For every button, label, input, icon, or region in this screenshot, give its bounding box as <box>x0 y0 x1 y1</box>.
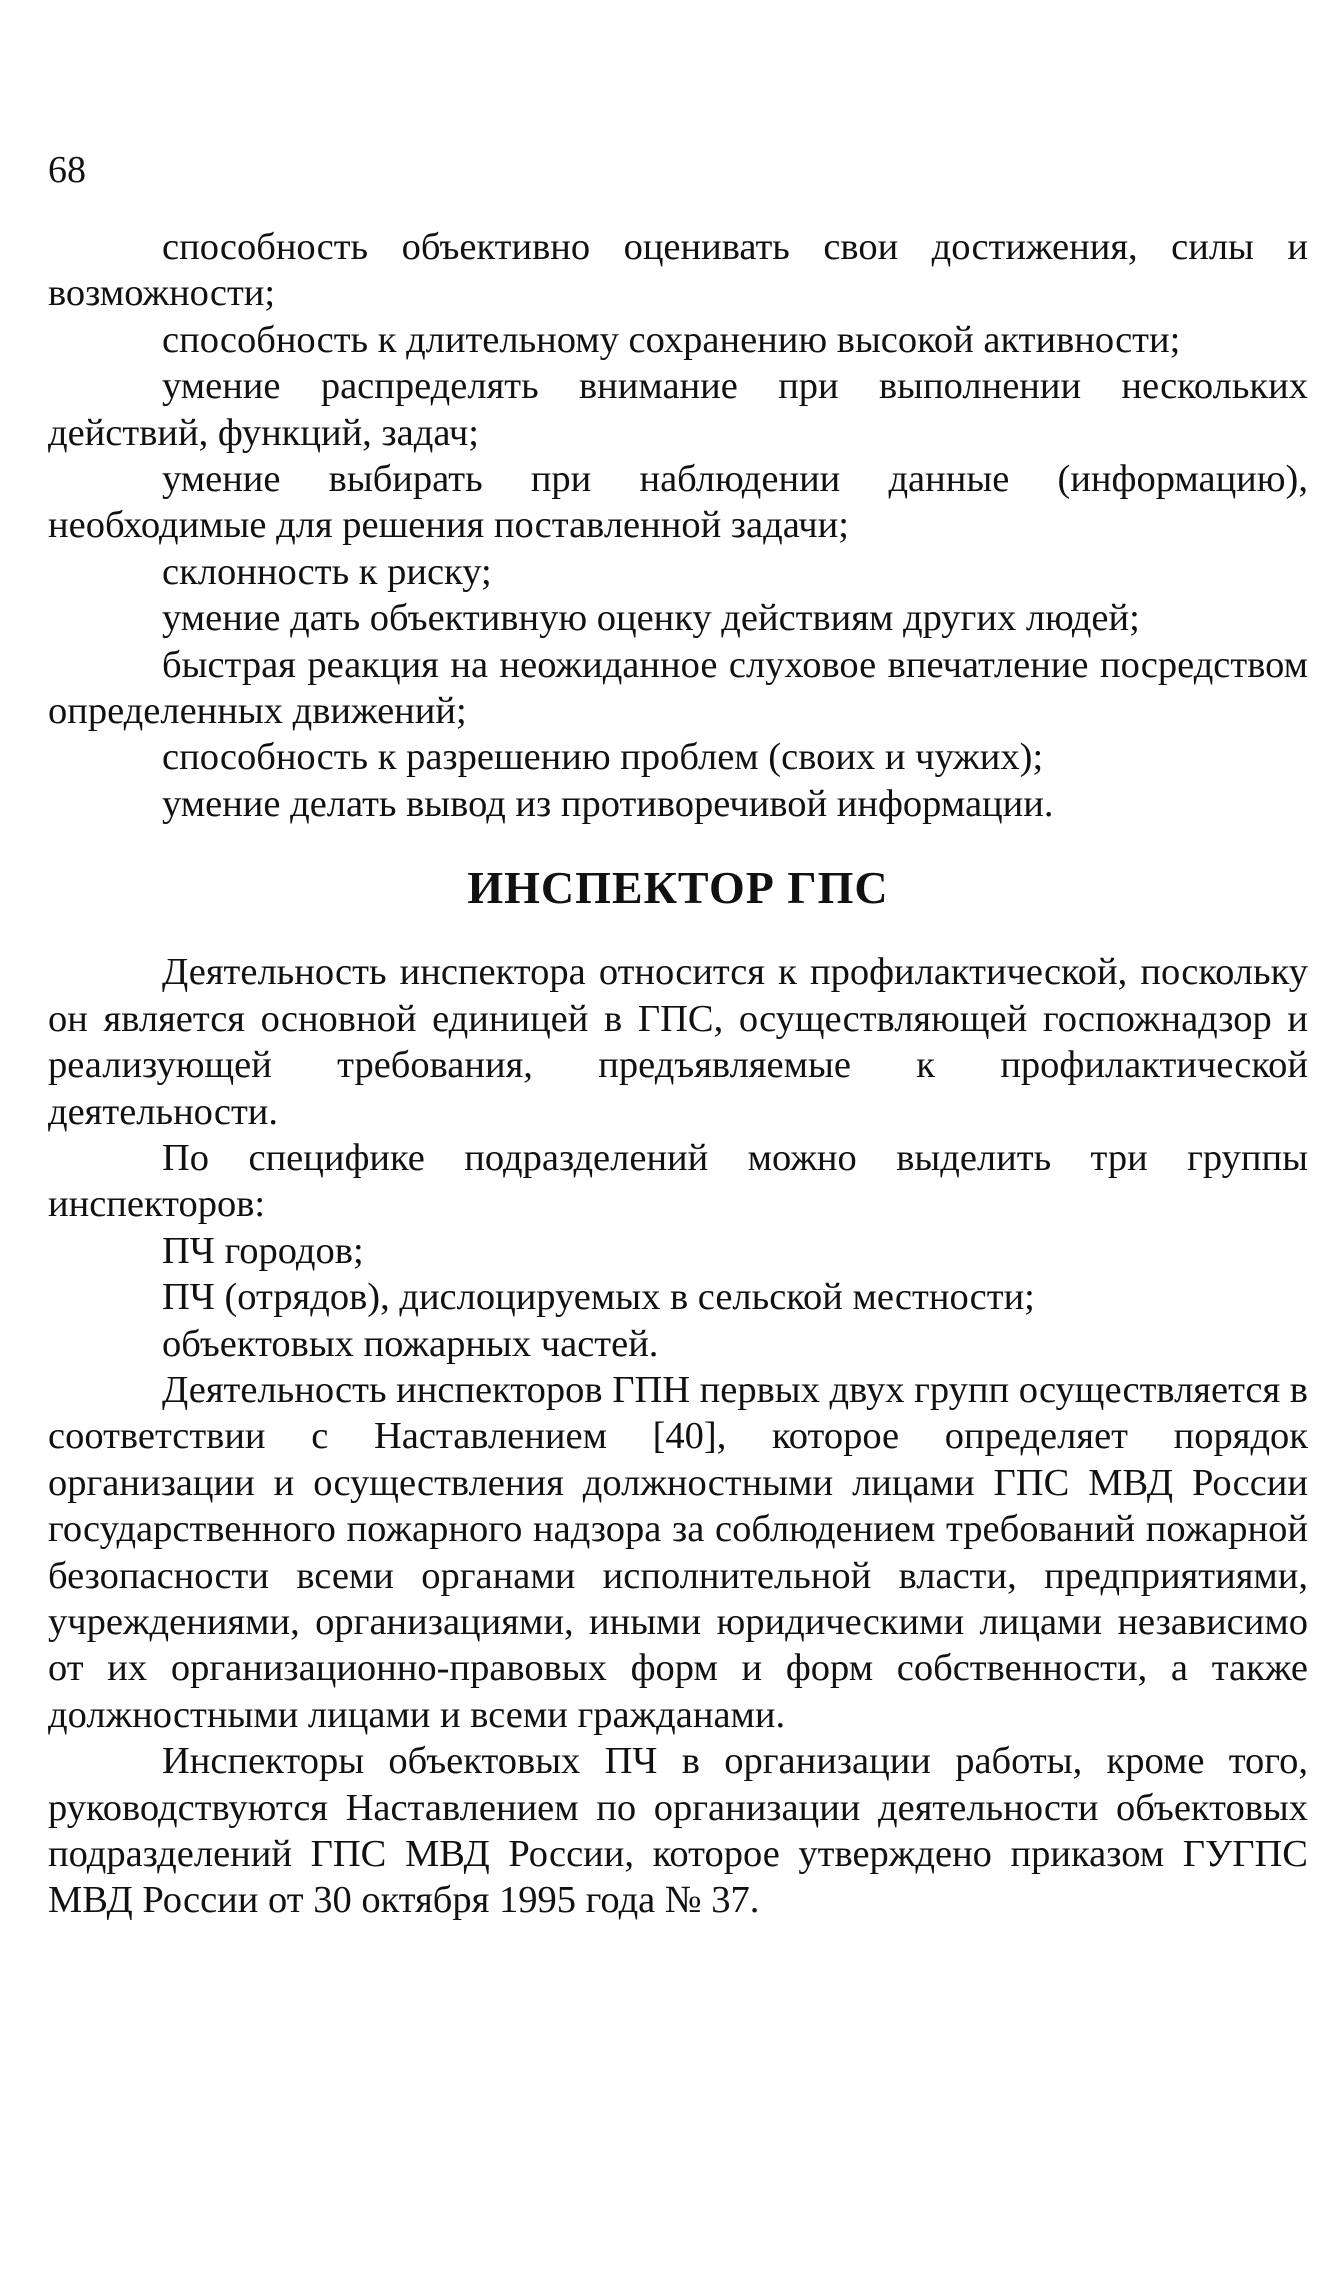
body-list-item: объектовых пожарных частей. <box>162 1322 659 1365</box>
list-item: склонность к риску; <box>162 550 492 593</box>
body-paragraph: Инспекторы объектовых ПЧ в организации работы, кроме того, руководствуются Наставлением по организации деятельности объектовых подразделений ГПС МВД России, которое утверждено приказом ГУГПС МВД России от 30 октября 1995 года № 37. <box>48 1740 1308 1922</box>
body-list-item: ПЧ городов; <box>162 1229 364 1272</box>
list-item: способность объективно оценивать свои достижения, силы и возможности; <box>48 226 1308 315</box>
document-page <box>48 150 1308 1924</box>
section-body <box>48 949 1308 1924</box>
body-list-item: ПЧ (отрядов), дислоцируемых в сельской местности; <box>162 1276 1035 1319</box>
list-item: способность к длительному сохранению высокой активности; <box>162 318 1181 361</box>
section-title: ИНСПЕКТОР ГПС <box>467 862 889 914</box>
body-paragraph: По специфике подразделений можно выделить три группы инспекторов: <box>48 1136 1308 1226</box>
list-item: умение выбирать при наблюдении данные (информацию), необходимые для решения поставленной задачи; <box>48 458 1308 547</box>
qualities-list <box>48 224 1308 827</box>
body-paragraph: Деятельность инспектора относится к профилактической, поскольку он является основной единицей в ГПС, осуществляющей госпожнадзор и реализующей требования, предъявляемые к профилактической деятельности. <box>48 951 1308 1133</box>
list-item: быстрая реакция на неожиданное слуховое впечатление посредством определенных движений; <box>48 643 1308 733</box>
list-item: умение дать объективную оценку действиям других людей; <box>162 597 1140 640</box>
page-number: 68 <box>48 149 86 191</box>
list-item: умение распределять внимание при выполнении нескольких действий, функций, задач; <box>48 365 1308 454</box>
body-paragraph: Деятельность инспекторов ГПН первых двух групп осуществляется в соответствии с Наставлением [40], которое определяет порядок организации и осуществления должностными лицами ГПС МВД России государственного пожарного надзора за соблюдением требований пожарной безопасности всеми органами исполнительной власти, предприятиями, учреждениями, организациями, иными юридическими лицами независимо от их организационно-правовых форм и форм собственности, а также должностными лицами и всеми гражданами. <box>48 1368 1308 1736</box>
list-item: умение делать вывод из противоречивой информации. <box>162 782 1054 825</box>
list-item: способность к разрешению проблем (своих и чужих); <box>162 736 1044 779</box>
